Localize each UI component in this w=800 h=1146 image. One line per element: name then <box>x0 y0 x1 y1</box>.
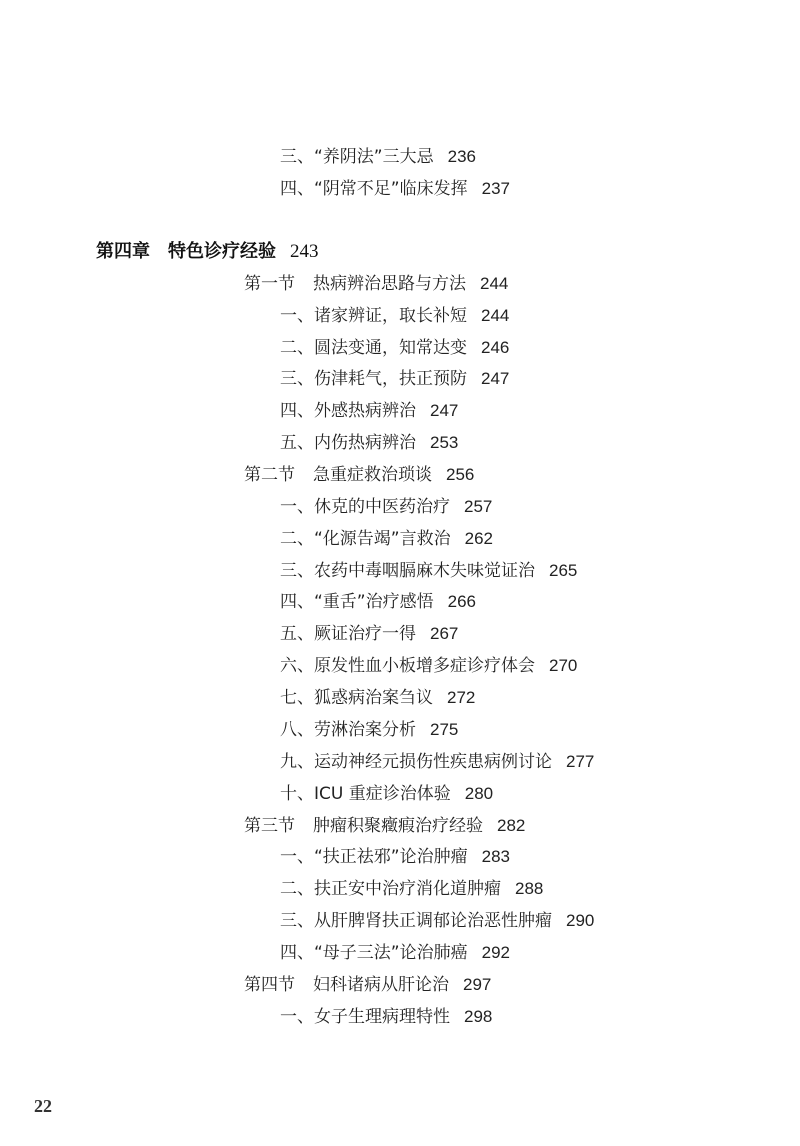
toc-title: 妇科诸病从肝论治 <box>313 975 449 995</box>
toc-item-line <box>280 719 458 741</box>
chapter-label: 第四章 <box>96 241 150 262</box>
toc-section-line <box>244 273 508 295</box>
toc-item-line <box>280 496 492 518</box>
toc-item-line <box>280 337 509 359</box>
toc-title: 热病辨治思路与方法 <box>313 274 466 294</box>
toc-page-number: 292 <box>481 943 510 962</box>
toc-page-number: 280 <box>464 784 494 803</box>
toc-title: 三、从肝脾肾扶正调郁论治恶性肿瘤 <box>280 911 552 931</box>
toc-section-line <box>244 464 474 486</box>
toc-page-number: 282 <box>497 816 526 835</box>
toc-title: 四、“母子三法”论治肺癌 <box>280 943 468 963</box>
toc-item-line <box>280 623 458 645</box>
toc-item-line <box>280 783 493 805</box>
toc-title: 一、“扶正祛邪”论治肿瘤 <box>280 847 468 867</box>
toc-page-number: 297 <box>463 975 492 994</box>
section-label: 第三节 <box>244 816 295 836</box>
toc-section-line <box>244 815 525 837</box>
toc-page-number: 243 <box>290 241 319 262</box>
toc-item-line <box>280 910 594 932</box>
toc-title: 一、诸家辨证，取长补短 <box>280 306 467 326</box>
toc-title: 三、农药中毒咽膈麻木失味觉证治 <box>280 561 535 581</box>
toc-page-number: 298 <box>464 1007 493 1026</box>
toc-item-line <box>280 1006 492 1028</box>
toc-item-line <box>280 751 594 773</box>
section-label: 第一节 <box>244 274 295 294</box>
toc-title: 八、劳淋治案分析 <box>280 720 416 740</box>
toc-title: 特色诊疗经验 <box>168 241 276 262</box>
toc-item-line <box>280 368 509 390</box>
toc-item-line <box>280 655 577 677</box>
toc-page-number: 247 <box>430 401 459 420</box>
toc-title: 二、“化源告竭”言救治 <box>280 529 451 549</box>
toc-page-number: 275 <box>430 720 459 739</box>
toc-title: 四、外感热病辨治 <box>280 401 416 421</box>
toc-item-line <box>280 560 577 582</box>
toc-title: 肿瘤积聚癥瘕治疗经验 <box>313 816 483 836</box>
toc-chapter-line <box>96 241 319 263</box>
toc-title: 三、伤津耗气，扶正预防 <box>280 369 467 389</box>
toc-page-number: 257 <box>464 497 493 516</box>
toc-page-number: 253 <box>430 433 459 452</box>
toc-title: 四、“重舌”治疗感悟 <box>280 592 434 612</box>
toc-section-line <box>244 974 491 996</box>
toc-page-number: 247 <box>481 369 510 388</box>
toc-page-number: 244 <box>481 306 510 325</box>
toc-page-number: 266 <box>447 592 476 611</box>
toc-item-line <box>280 178 510 200</box>
toc-page-number: 267 <box>430 624 459 643</box>
toc-page-number: 272 <box>447 688 476 707</box>
page-number: 22 <box>34 1096 52 1116</box>
toc-item-line <box>280 687 475 709</box>
toc-item-line <box>280 146 476 168</box>
toc-item-line <box>280 432 458 454</box>
toc-page-number: 290 <box>566 911 595 930</box>
toc-title: 一、休克的中医药治疗 <box>280 497 450 517</box>
toc-item-line <box>280 591 476 613</box>
toc-page-number: 246 <box>481 338 510 357</box>
toc-page-number: 237 <box>481 179 510 198</box>
toc-page-number: 236 <box>447 147 476 166</box>
toc-title: 二、圆法变通，知常达变 <box>280 338 467 358</box>
toc-title: 三、“养阴法”三大忌 <box>280 147 434 167</box>
toc-item-line <box>280 400 458 422</box>
toc-title: 五、内伤热病辨治 <box>280 433 416 453</box>
toc-item-line <box>280 942 510 964</box>
toc-title: 五、厥证治疗一得 <box>280 624 416 644</box>
toc-page-number: 270 <box>549 656 578 675</box>
toc-item-line <box>280 846 510 868</box>
toc-page-number: 244 <box>480 274 509 293</box>
toc-page-number: 288 <box>515 879 544 898</box>
toc-item-line <box>280 528 493 550</box>
toc-title: 二、扶正安中治疗消化道肿瘤 <box>280 879 501 899</box>
section-label: 第四节 <box>244 975 295 995</box>
toc-title: 一、女子生理病理特性 <box>280 1007 450 1027</box>
toc-title: 七、狐惑病治案刍议 <box>280 688 433 708</box>
toc-page-number: 277 <box>566 752 595 771</box>
toc-item-line <box>280 305 509 327</box>
toc-title: 四、“阴常不足”临床发挥 <box>280 179 468 199</box>
toc-item-line <box>280 878 543 900</box>
toc-page-number: 283 <box>481 847 510 866</box>
toc-page-number: 265 <box>549 561 578 580</box>
toc-title: 九、运动神经元损伤性疾患病例讨论 <box>280 752 552 772</box>
toc-title: 十、ICU 重症诊治体验 <box>280 784 451 804</box>
toc-page-number: 262 <box>464 529 493 548</box>
toc-title: 六、原发性血小板增多症诊疗体会 <box>280 656 535 676</box>
section-label: 第二节 <box>244 465 295 485</box>
toc-page-number: 256 <box>446 465 475 484</box>
toc-title: 急重症救治琐谈 <box>313 465 432 485</box>
